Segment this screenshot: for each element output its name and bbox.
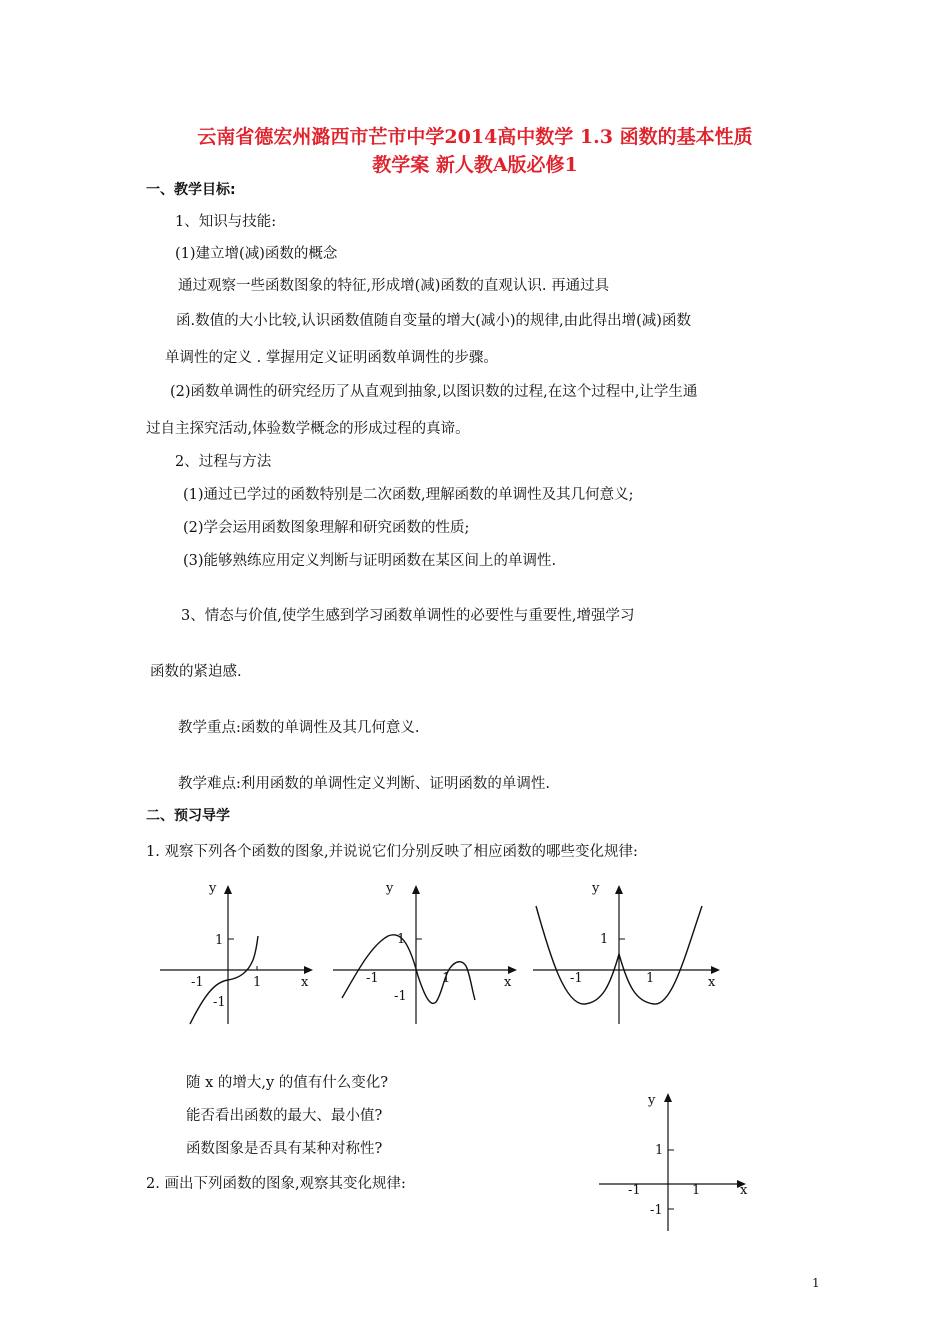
objective-2-3: (3)能够熟练应用定义判断与证明函数在某区间上的单调性. [183,553,557,569]
function-graph-2 [330,876,525,1036]
prompt-max-min: 能否看出函数的最大、最小值? [186,1108,383,1124]
x-axis-arrow [508,966,517,974]
x-axis-arrow [304,966,313,974]
document-title-line1: 云南省德宏州潞西市芒市中学2014高中数学 1.3 函数的基本性质 [197,126,753,148]
y-axis-arrow [224,885,232,894]
tick-one-y: 1 [655,1143,664,1158]
objective-1: 1、知识与技能: [175,214,277,230]
x-axis-arrow [711,966,720,974]
paragraph-2: 函.数值的大小比较,认识函数值随自变量的增大(减小)的规律,由此得出增(减)函数 [176,313,691,329]
blank-axes-graph [596,1086,756,1236]
section2-heading: 二、预习导学 [146,808,230,824]
x-label: x [708,975,716,990]
tick-one-y: 1 [600,932,609,947]
objective-2-1: (1)通过已学过的函数特别是二次函数,理解函数的单调性及其几何意义; [183,487,634,503]
paragraph-4: (2)函数单调性的研究经历了从直观到抽象,以图识数的过程,在这个过程中,让学生通 [170,384,698,400]
objective-2-2: (2)学会运用函数图象理解和研究函数的性质; [183,520,470,536]
x-label: x [740,1183,748,1198]
paragraph-3: 单调性的定义 . 掌握用定义证明函数单调性的步骤。 [165,350,498,366]
objective-1-1: (1)建立增(减)函数的概念 [175,246,338,262]
x-label: x [504,975,512,990]
tick-one-x: 1 [692,1183,701,1198]
paragraph-1: 通过观察一些函数图象的特征,形成增(减)函数的直观认识. 再通过具 [178,278,610,294]
tick-neg-one-y: -1 [650,1203,663,1218]
tick-one-x: 1 [253,975,262,990]
prompt-symmetry: 函数图象是否具有某种对称性? [186,1141,383,1157]
tick-one-x: 1 [646,971,655,986]
tick-neg-one-x: -1 [191,975,204,990]
y-axis-arrow [615,885,623,894]
y-axis-arrow [664,1093,672,1102]
prompt-increase: 随 x 的增大,y 的值有什么变化? [186,1075,389,1091]
tick-one-x: 1 [442,971,451,986]
y-label: y [592,881,600,896]
objective-2: 2、过程与方法 [175,454,272,470]
function-graph-1 [155,876,325,1036]
objective-3: 3、情态与价值,使学生感到学习函数单调性的必要性与重要性,增强学习 [181,608,635,624]
teaching-key-point: 教学重点:函数的单调性及其几何意义. [178,720,420,736]
tick-one-y: 1 [397,932,406,947]
tick-neg-one-x: -1 [366,971,379,986]
page-number: 1 [812,1276,820,1290]
y-label: y [648,1093,656,1108]
section1-heading: 一、教学目标: [146,182,236,198]
y-axis-arrow [412,885,420,894]
function-graph-3 [530,876,730,1036]
tick-neg-one-y: -1 [394,989,407,1004]
y-label: y [209,881,217,896]
objective-3-continued: 函数的紧迫感. [150,664,242,680]
tick-one-y: 1 [215,933,224,948]
teaching-difficulty: 教学难点:利用函数的单调性定义判断、证明函数的单调性. [178,776,550,792]
x-label: x [301,975,309,990]
tick-neg-one-x: -1 [628,1183,641,1198]
question-1: 1. 观察下列各个函数的图象,并说说它们分别反映了相应函数的哪些变化规律: [146,844,638,860]
tick-neg-one-x: -1 [570,971,583,986]
document-title-line2: 教学案 新人教A版必修1 [372,154,578,176]
y-label: y [386,881,394,896]
tick-neg-one-y: -1 [213,995,226,1010]
curve [342,935,475,1004]
question-2: 2. 画出下列函数的图象,观察其变化规律: [146,1176,406,1192]
paragraph-5: 过自主探究活动,体验数学概念的形成过程的真谛。 [146,421,470,437]
